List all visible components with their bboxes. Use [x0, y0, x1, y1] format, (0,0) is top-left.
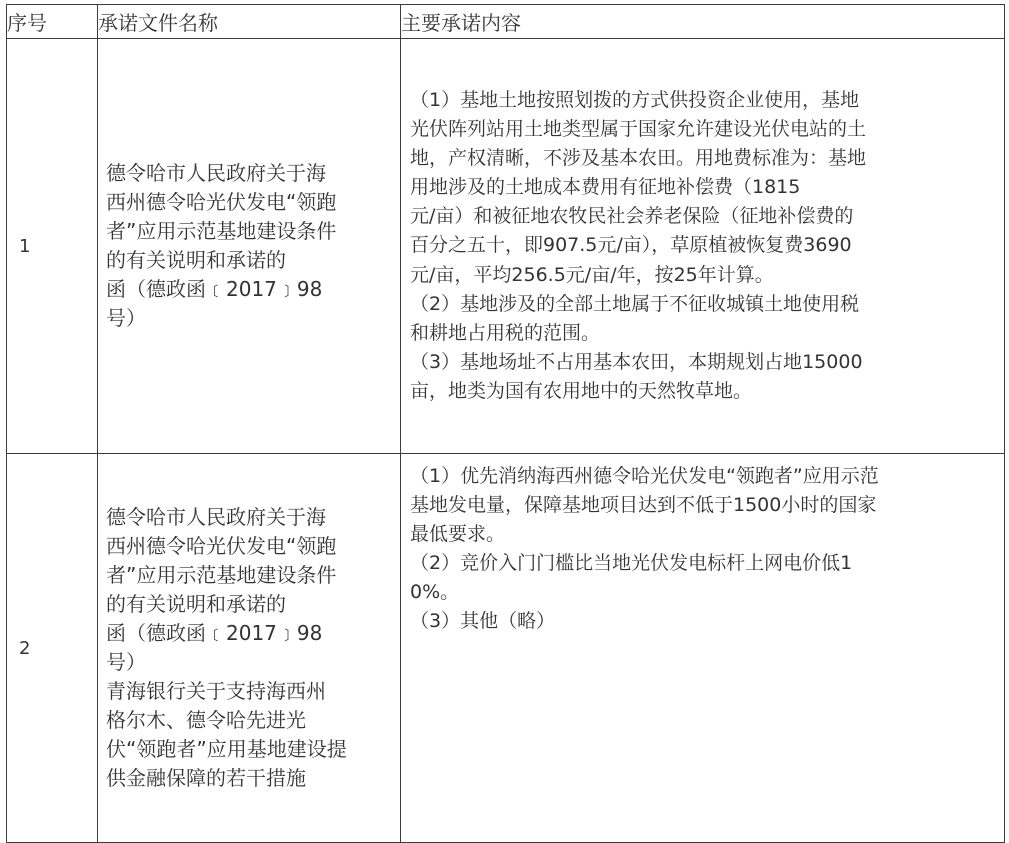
commitment-line: 元/亩，平均256.5元/亩/年，按25年计算。: [410, 263, 774, 286]
document-name-line: 的有关说明和承诺的: [106, 592, 286, 616]
commitment-line: 光伏阵列站用土地类型属于国家允许建设光伏电站的土: [410, 118, 867, 141]
commitment-line: 0%。: [410, 581, 460, 604]
commitment-content-cell: [401, 454, 1005, 843]
document-name-line: 西州德令哈光伏发电“领跑: [106, 534, 337, 558]
commitment-line: （3）其他（略）: [410, 610, 556, 633]
document-name-line: 者”应用示范基地建设条件: [106, 219, 337, 243]
commitment-line: 亩，地类为国有农用地中的天然牧草地。: [410, 379, 753, 402]
table-row: [7, 39, 1005, 454]
table-row: [7, 454, 1005, 843]
row-index: 1: [7, 39, 98, 454]
commitment-line: 和耕地占用税的范围。: [410, 321, 601, 344]
commitment-line: 基地发电量，保障基地项目达到不低于1500小时的国家: [410, 494, 877, 517]
commitment-line: （1）优先消纳海西州德令哈光伏发电“领跑者”应用示范: [410, 465, 879, 487]
document-name-line: 者”应用示范基地建设条件: [106, 563, 337, 587]
document-name-line: 青海银行关于支持海西州: [106, 679, 326, 703]
commitment-table: [6, 4, 1005, 843]
table-header-row: [7, 5, 1005, 39]
header-content: 主要承诺内容: [401, 5, 1005, 39]
document-name-line: 函（德政函﹝2017﹞98: [106, 621, 323, 645]
document-name-line: 号）: [106, 650, 146, 674]
document-name-line: 的有关说明和承诺的: [106, 248, 286, 272]
document-name-line: 西州德令哈光伏发电“领跑: [106, 190, 337, 214]
document-name-line: 号）: [106, 306, 146, 330]
commitment-line: 最低要求。: [410, 523, 506, 546]
commitment-line: （2）竞价入门门槛比当地光伏发电标杆上网电价低1: [410, 552, 853, 575]
document-name-line: 德令哈市人民政府关于海: [106, 161, 326, 185]
document-name-line: 函（德政函﹝2017﹞98: [106, 277, 323, 301]
commitment-line: 元/亩）和被征地农牧民社会养老保险（征地补偿费的: [410, 205, 854, 228]
document-name-line: 供金融保障的若干措施: [106, 766, 306, 790]
document-name-line: 伏“领跑者”应用基地建设提: [106, 737, 347, 761]
commitment-line: 地，产权清晰，不涉及基本农田。用地费标准为：基地: [410, 147, 867, 170]
commitment-line: （3）基地场址不占用基本农田，本期规划占地15000: [410, 350, 863, 373]
commitment-line: 用地涉及的土地成本费用有征地补偿费（1815: [410, 176, 801, 199]
commitment-line: （1）基地土地按照划拨的方式供投资企业使用，基地: [410, 88, 860, 111]
row-index: 2: [7, 454, 98, 843]
header-index: 序号: [7, 5, 98, 39]
commitment-content-cell: [401, 39, 1005, 454]
document-name-line: 格尔木、德令哈先进光: [106, 708, 306, 732]
commitment-line: 百分之五十，即907.5元/亩），草原植被恢复费3690: [410, 234, 852, 257]
document-name-line: 德令哈市人民政府关于海: [106, 505, 326, 529]
commitment-line: （2）基地涉及的全部土地属于不征收城镇土地使用税: [410, 292, 860, 315]
document-name-cell: [98, 39, 401, 454]
header-document-name: 承诺文件名称: [98, 5, 401, 39]
document-name-cell: [98, 454, 401, 843]
